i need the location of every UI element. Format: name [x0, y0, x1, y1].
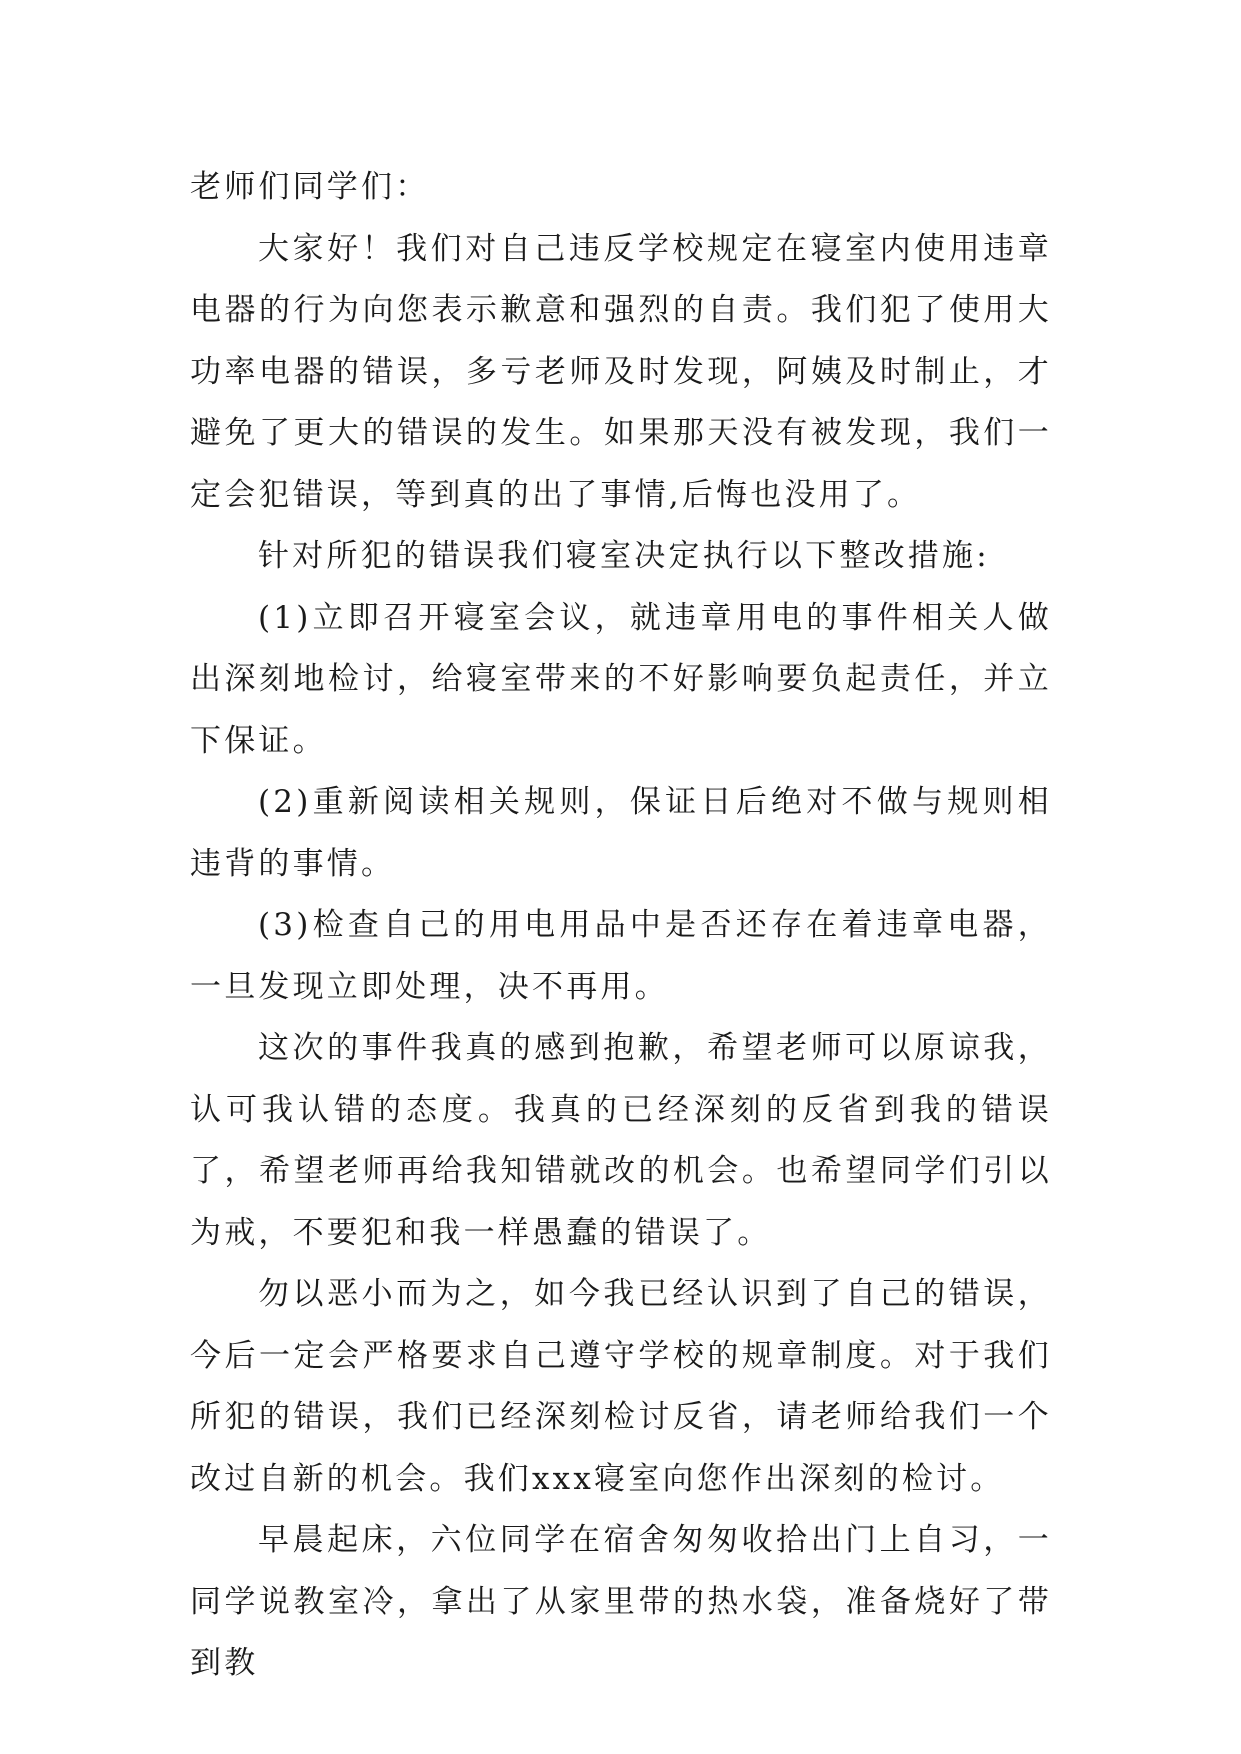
paragraph-regret: 这次的事件我真的感到抱歉，希望老师可以原谅我，认可我认错的态度。我真的已经深刻的反省到我的错误了，希望老师再给我知错就改的机会。也希望同学们引以为戒，不要犯和我一样愚蠢的错误了。	[190, 1030, 1052, 1251]
document-body	[190, 157, 1052, 1695]
paragraph-measure-1: (1)立即召开寝室会议，就违章用电的事件相关人做出深刻地检讨，给寝室带来的不好影响要负起责任，并立下保证。	[190, 599, 1052, 759]
paragraph-morning: 早晨起床，六位同学在宿舍匆匆收拾出门上自习，一同学说教室冷，拿出了从家里带的热水袋，准备烧好了带到教	[190, 1522, 1052, 1681]
paragraph-commitment: 勿以恶小而为之，如今我已经认识到了自己的错误，今后一定会严格要求自己遵守学校的规章制度。对于我们所犯的错误，我们已经深刻检讨反省，请老师给我们一个改过自新的机会。我们xxx寝室向您作出深刻的检讨。	[190, 1276, 1052, 1497]
paragraph-apology: 大家好！我们对自己违反学校规定在寝室内使用违章电器的行为向您表示歉意和强烈的自责。我们犯了使用大功率电器的错误，多亏老师及时发现，阿姨及时制止，才避免了更大的错误的发生。如果那天没有被发现，我们一定会犯错误，等到真的出了事情,后悔也没用了。	[190, 230, 1052, 513]
paragraph-measures-intro: 针对所犯的错误我们寝室决定执行以下整改措施:	[258, 538, 990, 574]
paragraph-measure-3: (3)检查自己的用电用品中是否还存在着违章电器，一旦发现立即处理，决不再用。	[190, 907, 1052, 1005]
salutation: 老师们同学们：	[190, 169, 430, 205]
paragraph-measure-2: (2)重新阅读相关规则，保证日后绝对不做与规则相违背的事情。	[190, 784, 1052, 882]
